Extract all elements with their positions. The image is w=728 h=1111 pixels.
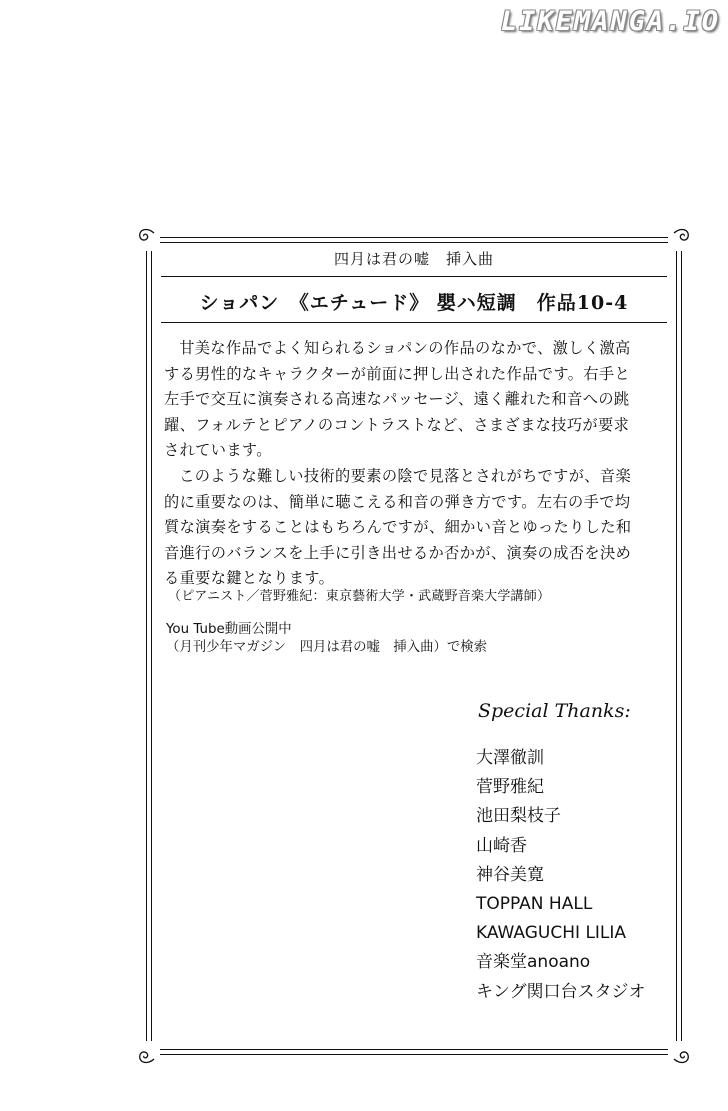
special-thanks-title: Special Thanks: — [478, 700, 631, 722]
flourish-icon — [668, 1041, 694, 1067]
youtube-note — [166, 621, 487, 657]
text-line: 躍、フォルテとピアノのコントラストなど、さまざまな技巧が要求 — [164, 415, 630, 434]
text-line: このような難しい技術的要素の陰で見落とされがちですが、音楽 — [179, 466, 632, 485]
list-item: TOPPAN HALL — [476, 894, 593, 915]
divider — [161, 276, 667, 277]
text-line: 甘美な作品でよく知られるショパンの作品のなかで、激しく激高 — [179, 339, 631, 357]
youtube-search-line: （月刊少年マガジン 四月は君の嘘 挿入曲）で検索 — [166, 640, 488, 655]
text-line: 左手で交互に演奏される高速なパッセージ、遠く離れた和音への跳 — [164, 390, 630, 409]
text-line: する男性的なキャラクターが前面に押し出された作品です。右手と — [164, 364, 631, 383]
text-line: 質な演奏をすることはもちろんですが、細かい音とゆったりした和 — [164, 518, 632, 537]
piece-title: ショパン 《エチュード》 嬰ハ短調 作品10-4 — [199, 292, 629, 314]
list-item: キング関口台スタジオ — [476, 981, 646, 1002]
list-item: 池田梨枝子 — [476, 806, 561, 827]
text-line: されています。 — [164, 441, 272, 460]
list-item: 菅野雅紀 — [476, 777, 544, 798]
list-item: 山崎香 — [476, 835, 527, 856]
divider — [161, 322, 667, 323]
youtube-line: You Tube動画公開中 — [166, 622, 292, 637]
list-item: 音楽堂anoano — [476, 952, 591, 973]
text-line: る重要な鍵となります。 — [164, 569, 335, 588]
text-line: 音進行のバランスを上手に引き出せるか否かが、演奏の成否を決め — [164, 543, 632, 562]
text-line: 的に重要なのは、簡単に聴こえる和音の弾き方です。左右の手で均 — [164, 492, 631, 511]
description-text — [164, 336, 674, 592]
list-item: 神谷美寛 — [476, 864, 544, 885]
flourish-icon — [134, 1041, 160, 1067]
list-item: 大澤徹訓 — [476, 748, 544, 768]
list-item: KAWAGUCHI LILIA — [476, 923, 627, 944]
pianist-credit: （ピアニスト／菅野雅紀：東京藝術大学・武蔵野音楽大学講師） — [168, 589, 551, 604]
special-thanks-list — [476, 744, 646, 1007]
header-title: 四月は君の嘘 挿入曲 — [333, 250, 494, 268]
watermark: LIKEMANGA.IO — [500, 6, 720, 37]
